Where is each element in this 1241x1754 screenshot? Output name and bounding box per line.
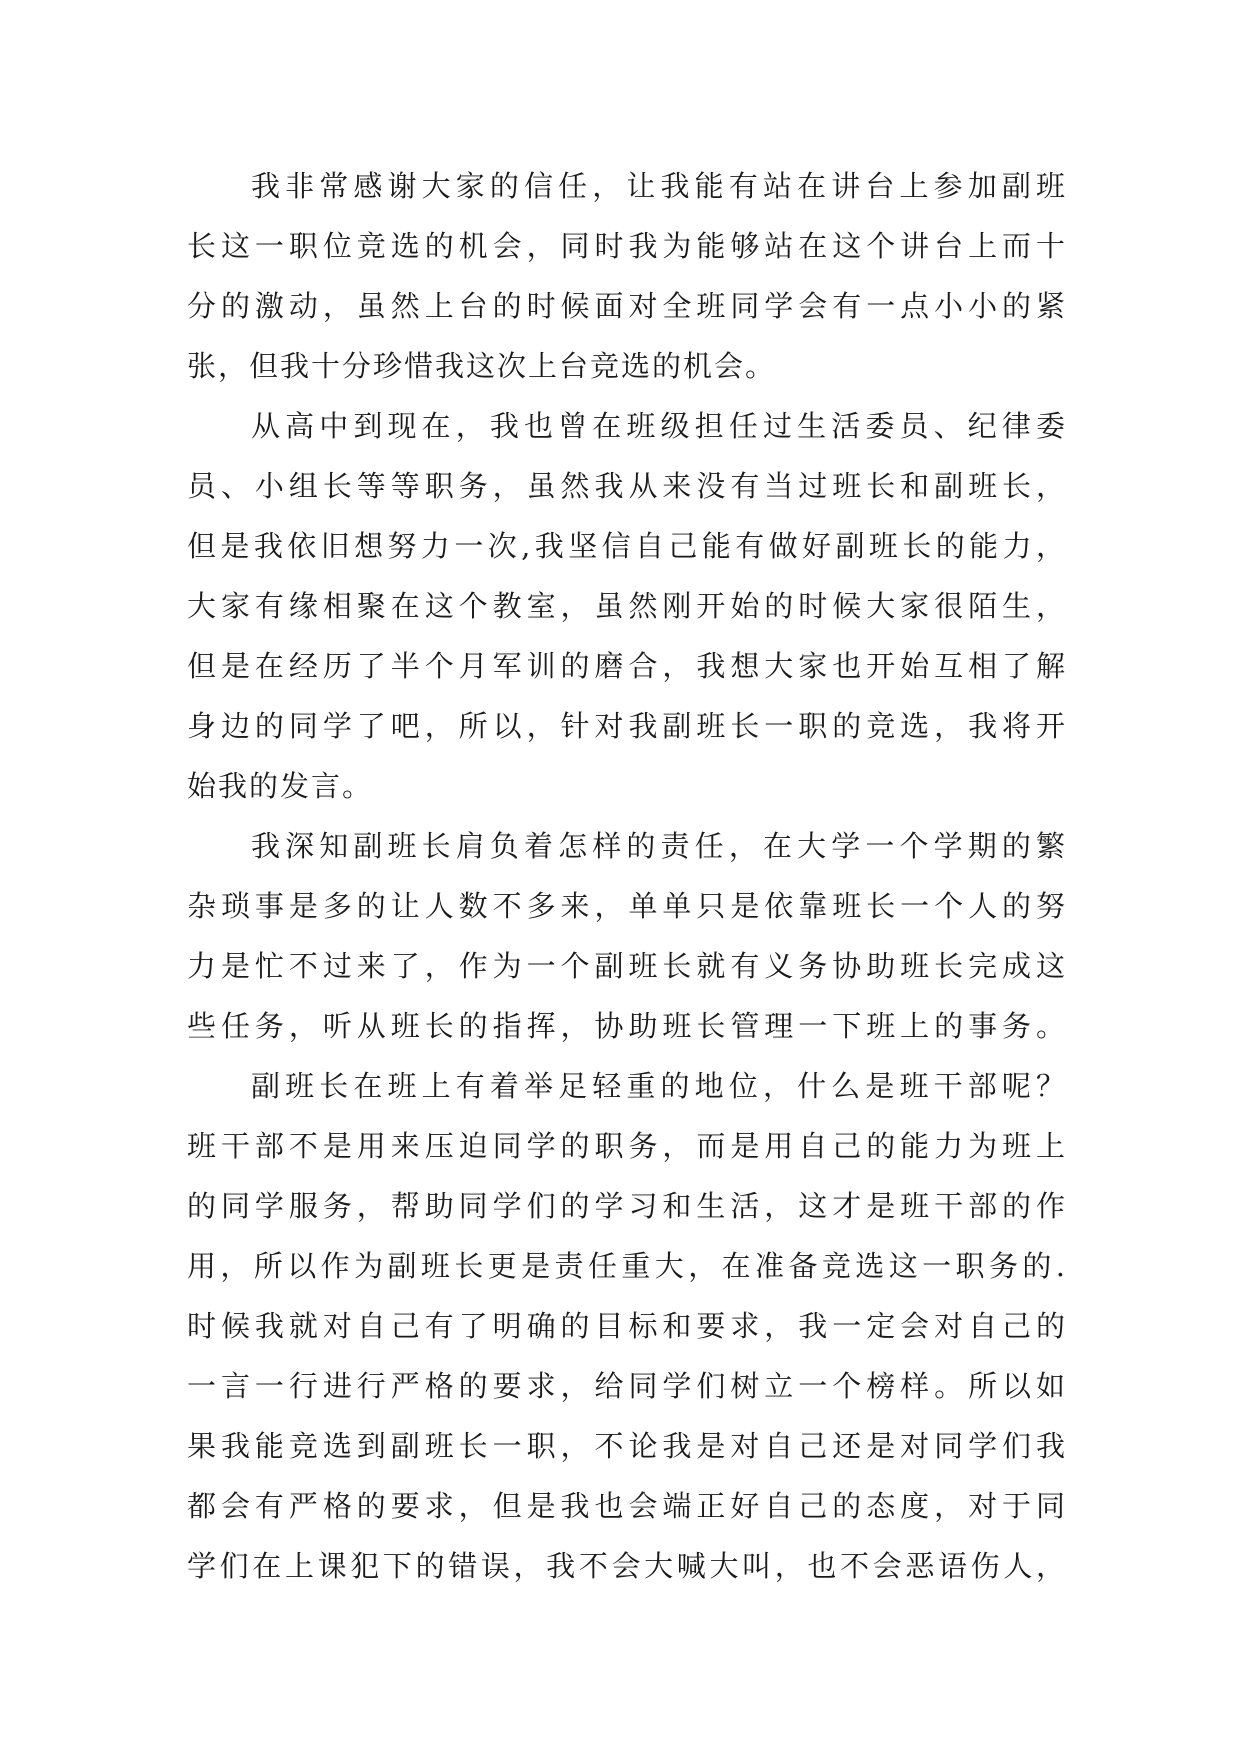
body-text [187, 156, 1067, 1596]
paragraph-4-line-7: 果我能竞选到副班长一职，不论我是对自己还是对同学们我 [187, 1429, 1067, 1463]
paragraph-4-line-6: 一言一行进行严格的要求，给同学们树立一个榜样。所以如 [187, 1369, 1067, 1403]
paragraph-4-line-8: 都会有严格的要求，但是我也会端正好自己的态度，对于同 [187, 1489, 1067, 1523]
paragraph-4-line-2: 班干部不是用来压迫同学的职务，而是用自己的能力为班上 [187, 1129, 1067, 1163]
paragraph-1-line-4: 张，但我十分珍惜我这次上台竞选的机会。 [187, 349, 777, 383]
paragraph-2-line-4: 大家有缘相聚在这个教室，虽然刚开始的时候大家很陌生， [187, 589, 1067, 623]
paragraph-2-line-3: 但是我依旧想努力一次,我坚信自己能有做好副班长的能力， [187, 529, 1067, 563]
paragraph-3-line-1: 我深知副班长肩负着怎样的责任，在大学一个学期的繁 [251, 829, 1067, 863]
paragraph-3-line-3: 力是忙不过来了，作为一个副班长就有义务协助班长完成这 [187, 949, 1067, 983]
paragraph-1-line-2: 长这一职位竞选的机会，同时我为能够站在这个讲台上而十 [187, 229, 1067, 263]
paragraph-2-line-1: 从高中到现在，我也曾在班级担任过生活委员、纪律委 [251, 409, 1067, 443]
paragraph-1-line-1: 我非常感谢大家的信任，让我能有站在讲台上参加副班 [251, 169, 1067, 203]
paragraph-4-line-3: 的同学服务，帮助同学们的学习和生活，这才是班干部的作 [187, 1189, 1067, 1223]
paragraph-2-line-7: 始我的发言。 [187, 769, 374, 803]
paragraph-2-line-2: 员、小组长等等职务，虽然我从来没有当过班长和副班长， [187, 469, 1067, 503]
paragraph-4-line-4: 用，所以作为副班长更是责任重大，在准备竞选这一职务的. [187, 1249, 1067, 1283]
paragraph-4-line-9: 学们在上课犯下的错误，我不会大喊大叫，也不会恶语伤人， [187, 1549, 1067, 1583]
paragraph-2-line-6: 身边的同学了吧，所以，针对我副班长一职的竞选，我将开 [187, 709, 1067, 743]
paragraph-4-line-1: 副班长在班上有着举足轻重的地位，什么是班干部呢？ [251, 1069, 1067, 1103]
paragraph-3-line-2: 杂琐事是多的让人数不多来，单单只是依靠班长一个人的努 [187, 889, 1067, 923]
paragraph-1-line-3: 分的激动，虽然上台的时候面对全班同学会有一点小小的紧 [187, 289, 1067, 323]
paragraph-4-line-5: 时候我就对自己有了明确的目标和要求，我一定会对自己的 [187, 1309, 1067, 1343]
paragraph-2-line-5: 但是在经历了半个月军训的磨合，我想大家也开始互相了解 [187, 649, 1067, 683]
paragraph-3-line-4: 些任务，听从班长的指挥，协助班长管理一下班上的事务。 [187, 1009, 1067, 1043]
